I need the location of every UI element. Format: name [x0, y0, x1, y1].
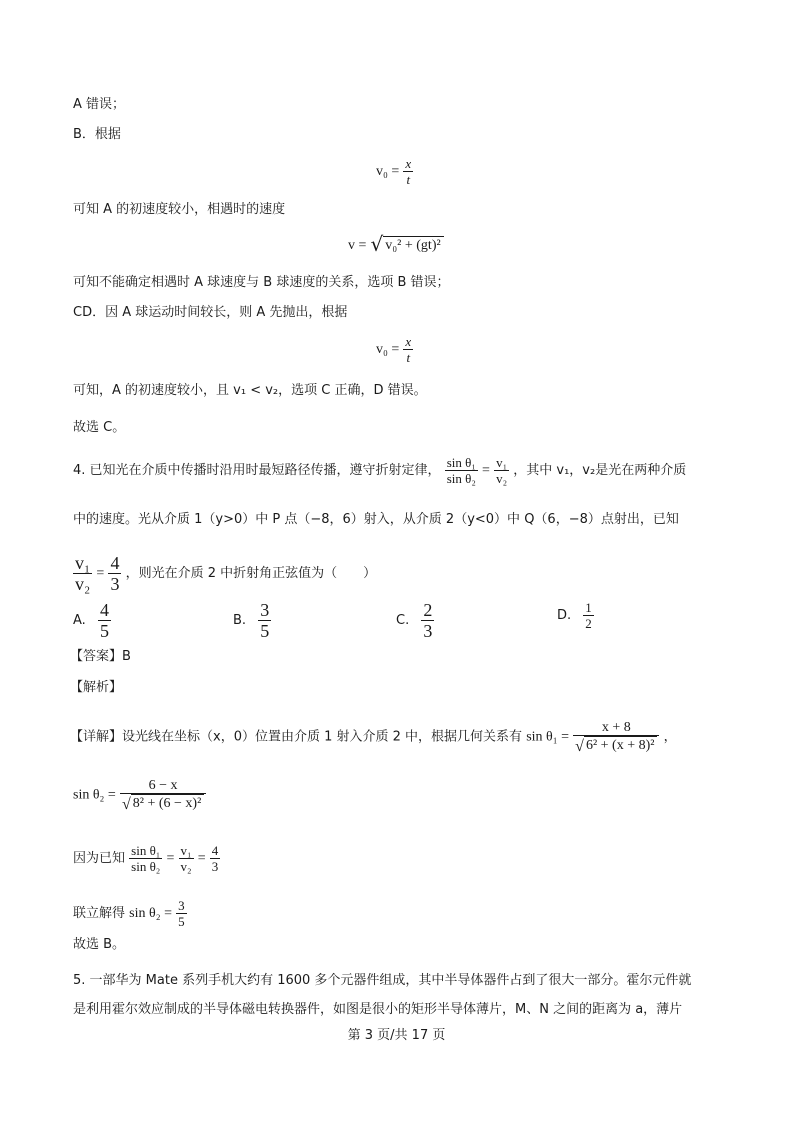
- option-d-den: 2: [585, 616, 592, 631]
- q4-intro-tail: ，其中 v₁，v₂是光在两种介质: [513, 463, 687, 478]
- eq3-fraction: [403, 334, 413, 365]
- option-b-fraction: [258, 600, 271, 641]
- solve-line: [73, 898, 187, 929]
- ratio-value: [108, 553, 121, 594]
- ratio-value-den: 3: [110, 574, 120, 594]
- sqrt-icon: √: [121, 796, 131, 813]
- eq2-lhs: v =: [348, 238, 367, 253]
- eq2-radicand: v₀² + (gt)²: [383, 236, 443, 254]
- because-line: 因为已知 $\frac{\text{sin θ₁}}{\text{sin θ₂}}$ = $\frac{\text{v₁}}{\text{v₂}}$ = $\frac{4}{3}$: [73, 843, 219, 874]
- page-footer: 第 3 页/共 17 页: [347, 1028, 446, 1043]
- option-b-num: 3: [260, 600, 270, 620]
- q4-intro-text: 4. 已知光在介质中传播时沿用时最短路径传播，遵守折射定律，: [73, 463, 441, 478]
- line-known: 可知，A 的初速度较小，且 v₁ < v₂，选项 C 正确，D 错误。: [73, 383, 427, 398]
- sin2-fraction: [120, 778, 206, 812]
- sin2-den: 8² + (6 − x)²: [131, 794, 205, 811]
- because-den3: 3: [211, 859, 219, 874]
- question-5-line2: 是利用霍尔效应制成的半导体磁电转换器件，如图是很小的矩形半导体薄片，M、N 之间的距离为 a，薄片: [73, 1002, 683, 1017]
- sqrt-icon: √: [370, 232, 384, 256]
- line-cd: CD．因 A 球运动时间较长，则 A 先抛出，根据: [73, 305, 348, 320]
- snell-rhs-num: v₁: [496, 455, 508, 470]
- equation-v: [348, 232, 444, 256]
- ratio-den: v₂: [75, 574, 91, 594]
- because-num1: sin θ₁: [131, 843, 161, 858]
- eq1-num: x: [405, 156, 412, 171]
- option-a-label: A.: [73, 613, 86, 628]
- solve-den: 5: [178, 914, 185, 929]
- solve-text: 联立解得: [73, 906, 126, 921]
- analysis-label: 【解析】: [70, 680, 123, 695]
- option-c: [396, 600, 434, 641]
- because-frac-3: [210, 843, 221, 874]
- line-a-smaller: 可知 A 的初速度较小，相遇时的速度: [73, 202, 286, 217]
- ratio-num: v₁: [75, 553, 91, 573]
- because-num2: v₁: [180, 843, 192, 858]
- because-text: 因为已知: [73, 851, 126, 866]
- because-frac-2: [179, 843, 194, 874]
- sqrt-icon: √: [575, 738, 584, 755]
- line-choose-b: 故选 B。: [73, 937, 126, 952]
- sin1-fraction: [573, 720, 659, 754]
- sin1-num: x + 8: [573, 720, 659, 736]
- sin2-lhs: sin θ₂ =: [73, 787, 116, 803]
- sin2-num: 6 − x: [120, 778, 206, 794]
- ratio-value-num: 4: [110, 553, 120, 573]
- eq1-den: t: [406, 172, 411, 187]
- option-c-num: 2: [423, 600, 433, 620]
- snell-lhs-num: sin θ₁: [446, 455, 476, 470]
- snell-law-lhs: [445, 455, 478, 486]
- solve-num: 3: [178, 898, 185, 913]
- eq3-num: x: [405, 334, 412, 349]
- q4-question-tail: ，则光在介质 2 中折射角正弦值为（ ）: [125, 566, 377, 581]
- option-a-den: 5: [99, 621, 109, 641]
- question-4-intro: 4. 已知光在介质中传播时沿用时最短路径传播，遵守折射定律， $\frac{\text{sin θ₁}}{\text{sin θ₂}}$ = $\frac{\text{v₁}}{\text{v₂}}$ ，其中 v₁，v₂是光在两种介质: [73, 455, 687, 486]
- line-cannot: 可知不能确定相遇时 A 球速度与 B 球速度的关系，选项 B 错误；: [73, 275, 450, 290]
- question-4-line3: $\frac{\text{v₁}}{\text{v₂}}$ = $\frac{4}{3}$ ，则光在介质 2 中折射角正弦值为（ ）: [75, 553, 377, 594]
- line-choose-c: 故选 C。: [73, 420, 126, 435]
- sin1-den-wrap: [573, 736, 659, 754]
- line-b-basis: B．根据: [73, 127, 121, 142]
- detail-text: 【详解】设光线在坐标（x，0）位置由介质 1 射入介质 2 中，根据几何关系有: [70, 729, 523, 745]
- detail-line: 【详解】设光线在坐标（x，0）位置由介质 1 射入介质 2 中，根据几何关系有 sin θ₁ = $\frac{x + 8}{\text{√ 6² + (x + 8)²}}$ ，: [70, 720, 677, 755]
- option-b-den: 5: [260, 621, 270, 641]
- because-den2: v₂: [180, 859, 192, 874]
- option-d-fraction: [583, 600, 594, 631]
- option-b-label: B.: [233, 613, 247, 628]
- snell-law-rhs: [494, 455, 509, 486]
- line-a-wrong: A 错误；: [73, 97, 126, 112]
- option-d-label: D.: [557, 608, 572, 623]
- because-num3: 4: [211, 843, 219, 858]
- equation-v0-2: [376, 334, 413, 365]
- sin2-den-wrap: [120, 794, 206, 812]
- eq1-fraction: [403, 156, 413, 187]
- solve-lhs: sin θ₂ =: [129, 906, 172, 921]
- velocity-ratio: [73, 553, 92, 594]
- question-5-line1: 5. 一部华为 Mate 系列手机大约有 1600 多个元器件组成，其中半导体器件占到了很大一部分。霍尔元件就: [73, 973, 692, 988]
- option-c-label: C.: [396, 613, 410, 628]
- option-a: [73, 600, 111, 641]
- sin1-den: 6² + (x + 8)²: [584, 736, 658, 753]
- eq3-lhs: v₀ =: [376, 342, 400, 357]
- answer-label: 【答案】B: [70, 649, 131, 664]
- option-c-den: 3: [423, 621, 433, 641]
- option-b: [233, 600, 271, 641]
- option-a-fraction: [98, 600, 111, 641]
- option-a-num: 4: [99, 600, 109, 620]
- because-frac-1: [129, 843, 162, 874]
- option-d-num: 1: [585, 600, 592, 615]
- snell-lhs-den: sin θ₂: [446, 471, 476, 486]
- snell-rhs-den: v₂: [496, 471, 508, 486]
- sin1-lhs: sin θ₁ =: [526, 729, 570, 745]
- eq1-lhs: v₀ =: [376, 164, 400, 179]
- because-den1: sin θ₂: [131, 859, 161, 874]
- equation-v0-1: [376, 156, 413, 187]
- solve-fraction: [176, 898, 187, 929]
- eq3-den: t: [406, 350, 411, 365]
- option-d: [557, 600, 594, 631]
- question-4-line2: 中的速度。光从介质 1（y>0）中 P 点（−8，6）射入，从介质 2（y<0）中 Q（6，−8）点射出，已知: [73, 512, 679, 527]
- sin2-equation: [73, 778, 206, 812]
- option-c-fraction: [421, 600, 434, 641]
